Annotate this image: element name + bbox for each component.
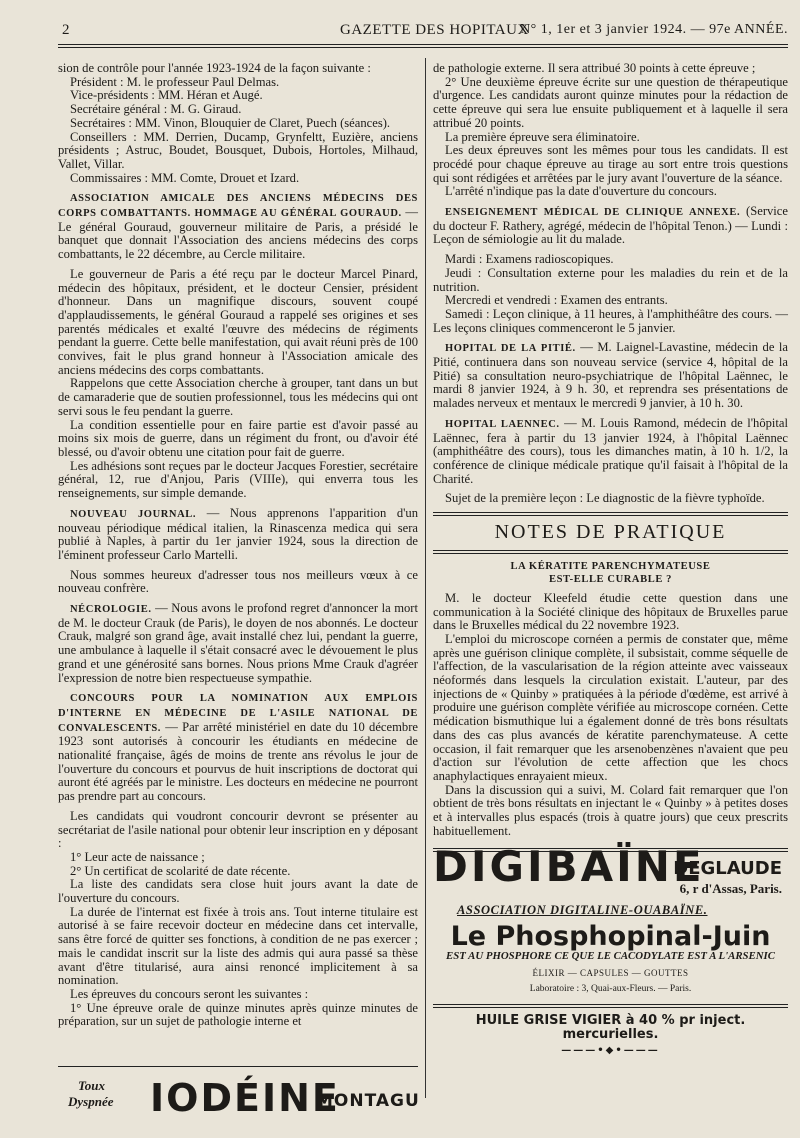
section-rule	[433, 512, 788, 516]
ad-dyspnee: Dyspnée	[68, 1094, 114, 1109]
ad-deglaude: DEGLAUDE	[673, 858, 782, 880]
right-column	[433, 62, 788, 1057]
section-heading: HOPITAL LAENNEC.	[445, 418, 560, 430]
section-association	[58, 191, 418, 262]
notes-subheading-1: LA KÉRATITE PARENCHYMATEUSE	[510, 560, 711, 572]
section-rule	[433, 550, 788, 554]
paragraph: L'arrêté n'indique pas la date d'ouverture du concours.	[445, 184, 717, 199]
paragraph: de pathologie externe. Il sera attribué 30 points à cette épreuve ;	[433, 61, 756, 75]
section-enseignement	[433, 205, 788, 247]
section-heading: CONCOURS POUR LA NOMINATION AUX EMPLOIS D'INTERNE EN MÉDECINE DE L'ASILE NATIONAL DE CONVALESCENTS.	[58, 693, 418, 734]
left-column	[58, 62, 418, 1029]
paragraph: Jeudi : Consultation externe pour les maladies du rein et de la nutrition.	[433, 265, 788, 294]
journal-title: GAZETTE DES HOPITAUX	[340, 22, 529, 38]
paragraph: sion de contrôle pour l'année 1923-1924 de la façon suivante :	[58, 61, 371, 75]
paragraph: Mardi : Examens radioscopiques.	[445, 252, 614, 267]
paragraph: Les candidats qui voudront concourir devront se présenter au secrétariat de l'asile national pour obtenir leur inscription en y déposant :	[58, 808, 418, 851]
paragraph: Mercredi et vendredi : Examen des entrants.	[445, 293, 668, 308]
notes-title: NOTES DE PRATIQUE	[494, 521, 727, 544]
paragraph: 2° Une deuxième épreuve écrite sur une question de thérapeutique d'urgence. Les candidats auront quinze minutes pour la rédaction de cette épreuve qui sera lue ensuite publiquement et à laquelle il sera attribué 20 points.	[433, 74, 788, 130]
paragraph: Les adhésions sont reçues par le docteur Jacques Forestier, secrétaire général, 12, rue d'Anjou, Paris (VIIIe), qui enverra tous les renseignements, sur simple demande.	[58, 458, 418, 501]
section-necrologie	[58, 602, 418, 685]
paragraph: 1° Une épreuve orale de quinze minutes après quinze minutes de préparation, sur un sujet de pathologie interne et	[58, 1000, 418, 1029]
header-rule-2	[58, 47, 788, 48]
section-pitie	[433, 341, 788, 411]
section-heading: HOPITAL DE LA PITIÉ.	[445, 343, 576, 355]
paragraph: La liste des candidats sera close huit jours avant la date de l'ouverture du concours.	[58, 877, 418, 906]
ad-digibaine-title: DIGIBAÏNE	[433, 842, 705, 892]
page-number: 2	[62, 22, 70, 38]
paragraph: Secrétaire général : M. G. Giraud.	[70, 102, 242, 117]
section-text: — M. Laignel-Lavastine, médecin de la Pitié, continuera dans son nouveau service (service 4, hôpital de la Pitié) sa consultation neuro-psychiatrique de l'hôpital Laënnec, le mardi 8 janvier 1924, à 9 h. 30, et reprendra ses présentations de malades nerveux et mentaux le mercredi 9 janvier, à 10 h. 30.	[433, 340, 788, 411]
paragraph: Secrétaires : MM. Vinon, Blouquier de Claret, Puech (séances).	[70, 115, 391, 130]
paragraph: Rappelons que cette Association cherche à grouper, tant dans un but de camaraderie que de soutien professionnel, tous les médecins qui ont servi sous le feu pendant la guerre.	[58, 376, 418, 418]
ad-huile-grise	[433, 1014, 788, 1057]
ad-toux: Toux	[78, 1078, 105, 1093]
section-text: — Nous avons le profond regret d'annoncer la mort de M. le docteur Crauk (de Paris), le doyen de nos abonnés. Le docteur Crauk, malgré son grand âge, avait installé chez lui, pendant la guerre, une ambulance à laquelle il s'était consacré avec le dévouement le plus grand et une générosité sans bornes. Nous prions Mme Crauk d'agréer l'expression de notre bien respectueuse sympathie.	[58, 601, 418, 685]
section-text: — Nous apprenons l'apparition d'un nouveau périodique médical italien, la Rinascenza medica qui sera publié à Naples, à partir du 1er janvier 1924, sous la direction de l'éminent professeur Carlo Martelli.	[58, 505, 419, 562]
paragraph: Président : M. le professeur Paul Delmas.	[70, 74, 280, 89]
ad-association: ASSOCIATION DIGITALINE-OUABAÏNE.	[457, 903, 708, 918]
ad-phosphopinal	[433, 921, 788, 996]
section-text: — Le général Gouraud, gouverneur militaire de Paris, a présidé le banquet que donnait l'Association des anciens médecins des corps combattants, le 22 décembre, au Cercle militaire.	[58, 205, 418, 262]
paragraph: Vice-présidents : MM. Héran et Augé.	[70, 88, 263, 103]
header-rule	[58, 44, 788, 45]
ad-montagu: MONTAGU	[316, 1091, 420, 1111]
ad-iodeine-title: IODÉINE	[150, 1076, 340, 1120]
paragraph: Les épreuves du concours seront les suivantes :	[70, 987, 309, 1001]
paragraph: M. le docteur Kleefeld étudie cette question dans une communication à la Société clinique des hôpitaux de Bruxelles parue dans le Bruxelles médical du 22 novembre 1923.	[433, 590, 788, 633]
section-text: — M. Louis Ramond, médecin de l'hôpital Laënnec, fera à partir du 13 janvier 1924, à l'hôpital Laënnec (amphithéâtre des cours), tous les dimanches matin, à 10 h. 1/2, la conférence de clinique médicale pratique qu'il faisait à l'hôpital de la Charité.	[433, 415, 789, 486]
section-heading: ASSOCIATION AMICALE DES ANCIENS MÉDECINS DES CORPS COMBATTANTS. HOMMAGE AU GÉNÉRAL GOURAUD.	[58, 193, 418, 220]
section-heading: NOUVEAU JOURNAL.	[70, 508, 197, 520]
section-heading: NÉCROLOGIE.	[70, 604, 152, 616]
paragraph: L'emploi du microscope cornéen a permis de constater que, même après une guérison clinique complète, il subsistait, comme séquelle de l'affection, de la vascularisation de la région atteinte avec vaisseaux néoformés dans lesquels la circulation existait. L'auteur, par des injections de « Quinby » pratiquées à la période d'œdème, est arrivé à produire une guérison complète vérifiée au microscope cornéen. Cette médication bismuthique lui a également donné de très bons résultats dans des cas plus avancés de kératite parenchymateuse. A cette occasion, il fait remarquer que les arsenobenzènes n'avaient que peu d'action sur l'évolution de cette affection que les chocs anaphylactiques enrayaient mieux.	[433, 631, 788, 783]
notes-subheading-2: EST-ELLE CURABLE ?	[548, 573, 673, 585]
page-header	[58, 18, 788, 44]
paragraph: Sujet de la première leçon : Le diagnostic de la fièvre typhoïde.	[445, 491, 765, 506]
paragraph: La durée de l'internat est fixée à trois ans. Tout interne titulaire est autorisé à se faire recevoir docteur en médecine dans cet intervalle, sans être forcé de quitter ses fonctions, à condition de ne pas exercer ; mais le candidat inscrit sur la liste des admis qui aura passé sa thèse avant d'être titularisé, aura ainsi renoncé implicitement à sa nomination.	[58, 904, 418, 988]
paragraph: Nous sommes heureux d'adresser tous nos meilleurs vœux à ce nouveau confrère.	[58, 567, 418, 596]
column-divider	[425, 58, 426, 1098]
paragraph: Conseillers : MM. Derrien, Ducamp, Grynfeltt, Euzière, anciens présidents ; Astruc, Boudet, Bousquet, Dubois, Hortoles, Milhaud, Vallet, Villar.	[58, 129, 418, 171]
section-laennec	[433, 417, 788, 487]
paragraph: Les deux épreuves sont les mêmes pour tous les candidats. Il est procédé pour chaque épreuve au tirage au sort entre trois questions qui sont rédigées et arrêtées par le jury avant l'ouverture de la séance.	[433, 143, 788, 185]
ad-rule	[58, 1066, 418, 1067]
ad-phosphopinal-lab: Laboratoire : 3, Quai-aux-Fleurs. — Paris.	[529, 983, 692, 994]
ad-rule	[433, 1004, 788, 1008]
ad-phosphopinal-title: Le Phosphopinal-Juin	[450, 921, 771, 953]
section-nouveau-journal	[58, 507, 418, 563]
paragraph: 2° Un certificat de scolarité de date récente.	[70, 863, 291, 878]
paragraph: 1° Leur acte de naissance ;	[70, 849, 205, 864]
paragraph: Samedi : Leçon clinique, à 11 heures, à l'amphithéâtre des cours. — Les leçons cliniques commenceront le 5 janvier.	[433, 306, 788, 335]
paragraph: La première épreuve sera éliminatoire.	[445, 129, 640, 144]
ornament-icon: ———•◆•———	[561, 1044, 660, 1056]
section-text: (Service du docteur F. Rathery, agrégé, médecin de l'hôpital Tenon.) — Lundi : Leçon de sémiologie au lit du malade.	[433, 204, 788, 247]
paragraph: Dans la discussion qui a suivi, M. Colard fait remarquer que l'on obtient de très bons résultats en injectant le « Quinby » à petites doses et à intervalles plus espacés (trois à quatre jours) que ceux prescrits habituellement.	[433, 782, 788, 838]
issue-info: N° 1, 1er et 3 janvier 1924. — 97e ANNÉE.	[520, 22, 788, 37]
section-heading: ENSEIGNEMENT MÉDICAL DE CLINIQUE ANNEXE.	[445, 207, 741, 219]
ad-huile-grise-text: HUILE GRISE VIGIER à 40 % pr inject. mercurielles.	[475, 1013, 746, 1042]
ad-iodeine	[58, 1074, 418, 1118]
section-concours	[58, 691, 418, 804]
paragraph: Le gouverneur de Paris a été reçu par le docteur Marcel Pinard, médecin des hôpitaux, président, et le docteur Censier, président d'honneur. Dans un magnifique discours, souvent coupé d'applaudissements, le général Gouraud a rappelé ses origines et ses parentés médicales et exalté l'œuvre des médecins de régiments pendant la guerre. Cette belle manifestation, qui avait réuni près de 100 convives, fait le plus grand honneur à l'Association amicale des anciens médecins des corps combattants.	[58, 266, 418, 377]
ad-digibaine	[433, 842, 788, 918]
section-text: — Par arrêté ministériel en date du 10 décembre 1923 sont autorisés à concourir les étudiants en médecine de nationalité française, âgés de moins de trente ans révolus le jour de l'ouverture du concours et pourvus de huit inscriptions de doctorat qui auront été agréés par le ministre. Les docteurs en médecine ne pourront pas prendre part au concours.	[58, 719, 418, 804]
ad-address: 6, r d'Assas, Paris.	[679, 881, 782, 897]
ad-phosphopinal-tagline: EST AU PHOSPHORE CE QUE LE CACODYLATE EST A L'ARSENIC	[446, 950, 775, 963]
notes-subheading	[433, 560, 788, 586]
ad-phosphopinal-forms: ÉLIXIR — CAPSULES — GOUTTES	[532, 967, 689, 978]
paragraph: La condition essentielle pour en faire partie est d'avoir passé au moins six mois de guerre, dans un régiment du front, ou d'avoir été blessé, ou d'avoir obtenu une citation pour fait de guerre.	[58, 417, 418, 459]
paragraph: Commissaires : MM. Comte, Drouet et Izard.	[70, 170, 300, 185]
